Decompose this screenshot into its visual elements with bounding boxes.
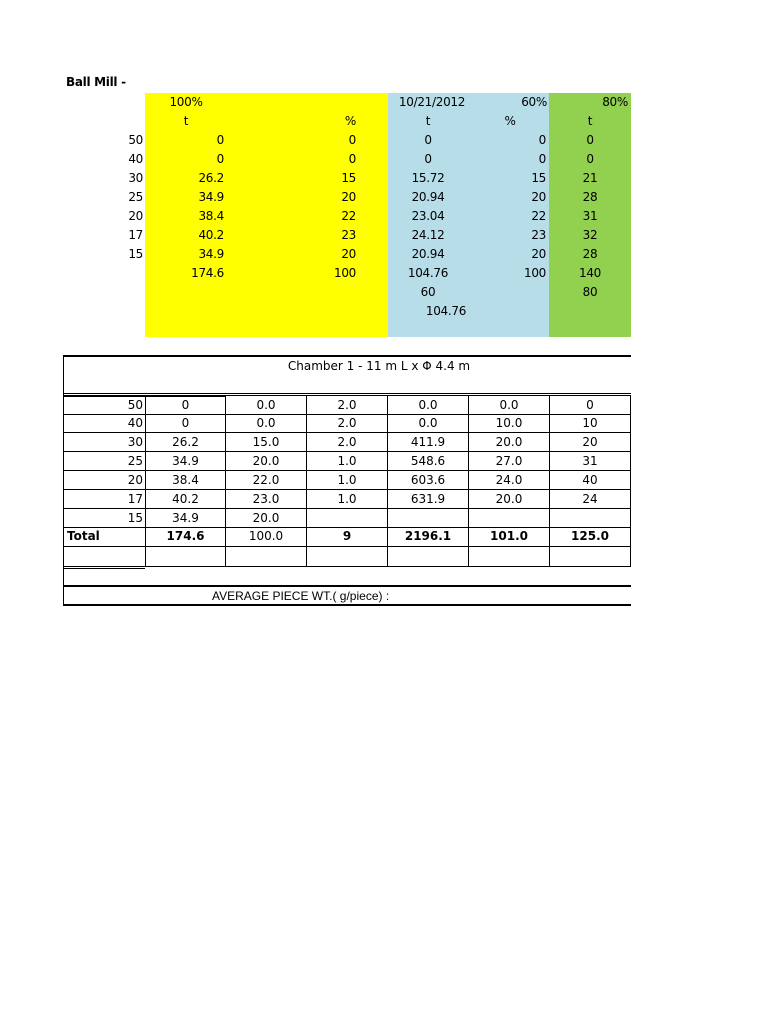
chamber-title: Chamber 1 - 11 m L x Φ 4.4 m <box>287 359 471 373</box>
blue-pct-header: 60% <box>521 95 547 109</box>
green-pct-header: 80% <box>602 95 628 109</box>
blue-t-unit: t <box>425 114 431 128</box>
grid-line <box>63 546 631 547</box>
yellow-t-unit: t <box>183 114 189 128</box>
date-header: 10/21/2012 <box>398 95 466 109</box>
col-line <box>630 395 631 567</box>
title-bottom-rule <box>63 393 631 394</box>
blue-extra-total: 104.76 <box>425 304 467 318</box>
green-extra-80: 80 <box>582 285 598 299</box>
green-t-unit: t <box>587 114 593 128</box>
yellow-pct-header: 100% <box>169 95 203 109</box>
grid-line <box>63 568 145 569</box>
sheet-title: Ball Mill - <box>66 75 126 89</box>
blue-extra-60: 60 <box>420 285 436 299</box>
yellow-pct-unit: % <box>344 114 356 128</box>
blue-pct-unit: % <box>504 114 516 128</box>
average-piece-label: AVERAGE PIECE WT.( g/piece) : <box>212 589 390 603</box>
total-label: Total <box>67 529 100 543</box>
grid-line <box>63 566 631 567</box>
